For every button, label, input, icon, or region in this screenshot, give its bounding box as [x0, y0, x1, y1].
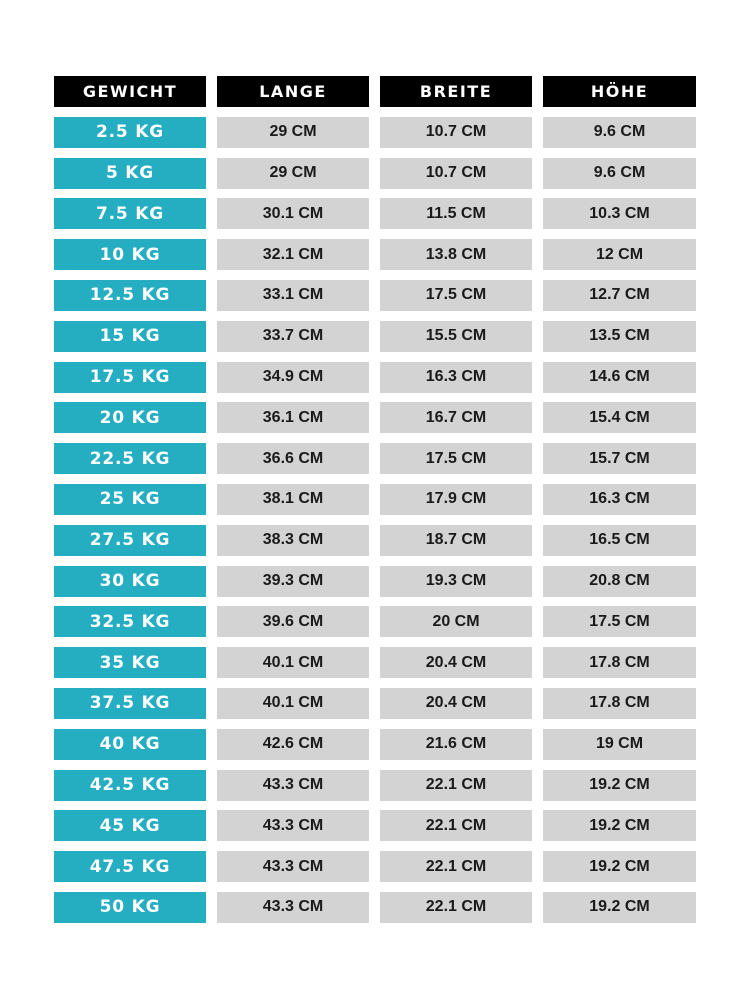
- table-row: [54, 280, 696, 311]
- length-cell: 43.3 CM: [217, 892, 369, 923]
- table-row: [54, 321, 696, 352]
- length-cell: 33.1 CM: [217, 280, 369, 311]
- length-cell: 43.3 CM: [217, 851, 369, 882]
- header-gewicht: GEWICHT: [54, 76, 206, 107]
- length-cell: 33.7 CM: [217, 321, 369, 352]
- width-cell: 22.1 CM: [380, 770, 532, 801]
- width-cell: 13.8 CM: [380, 239, 532, 270]
- width-cell: 17.5 CM: [380, 443, 532, 474]
- table-row: [54, 688, 696, 719]
- table-row: [54, 525, 696, 556]
- weight-cell: 30 KG: [54, 566, 206, 597]
- height-cell: 19.2 CM: [543, 851, 696, 882]
- width-cell: 22.1 CM: [380, 892, 532, 923]
- table-row: [54, 158, 696, 189]
- height-cell: 12.7 CM: [543, 280, 696, 311]
- height-cell: 15.4 CM: [543, 402, 696, 433]
- weight-cell: 17.5 KG: [54, 362, 206, 393]
- table-row: [54, 198, 696, 229]
- height-cell: 19.2 CM: [543, 892, 696, 923]
- width-cell: 19.3 CM: [380, 566, 532, 597]
- table-row: [54, 239, 696, 270]
- width-cell: 18.7 CM: [380, 525, 532, 556]
- height-cell: 14.6 CM: [543, 362, 696, 393]
- height-cell: 9.6 CM: [543, 158, 696, 189]
- weight-cell: 25 KG: [54, 484, 206, 515]
- height-cell: 12 CM: [543, 239, 696, 270]
- header-row: [54, 76, 696, 107]
- width-cell: 10.7 CM: [380, 117, 532, 148]
- width-cell: 17.5 CM: [380, 280, 532, 311]
- height-cell: 17.8 CM: [543, 688, 696, 719]
- width-cell: 21.6 CM: [380, 729, 532, 760]
- length-cell: 42.6 CM: [217, 729, 369, 760]
- width-cell: 22.1 CM: [380, 851, 532, 882]
- height-cell: 15.7 CM: [543, 443, 696, 474]
- weight-cell: 37.5 KG: [54, 688, 206, 719]
- weight-cell: 47.5 KG: [54, 851, 206, 882]
- weight-cell: 40 KG: [54, 729, 206, 760]
- table-row: [54, 402, 696, 433]
- weight-cell: 15 KG: [54, 321, 206, 352]
- width-cell: 16.7 CM: [380, 402, 532, 433]
- length-cell: 32.1 CM: [217, 239, 369, 270]
- table-row: [54, 362, 696, 393]
- weight-cell: 5 KG: [54, 158, 206, 189]
- header-hoehe: HÖHE: [543, 76, 696, 107]
- length-cell: 38.3 CM: [217, 525, 369, 556]
- weight-cell: 50 KG: [54, 892, 206, 923]
- height-cell: 13.5 CM: [543, 321, 696, 352]
- height-cell: 19.2 CM: [543, 770, 696, 801]
- width-cell: 10.7 CM: [380, 158, 532, 189]
- table-row: [54, 729, 696, 760]
- weight-cell: 10 KG: [54, 239, 206, 270]
- height-cell: 16.3 CM: [543, 484, 696, 515]
- weight-cell: 42.5 KG: [54, 770, 206, 801]
- length-cell: 40.1 CM: [217, 647, 369, 678]
- weight-cell: 27.5 KG: [54, 525, 206, 556]
- length-cell: 36.6 CM: [217, 443, 369, 474]
- weight-cell: 2.5 KG: [54, 117, 206, 148]
- width-cell: 15.5 CM: [380, 321, 532, 352]
- weight-cell: 35 KG: [54, 647, 206, 678]
- weight-cell: 20 KG: [54, 402, 206, 433]
- width-cell: 17.9 CM: [380, 484, 532, 515]
- width-cell: 20.4 CM: [380, 688, 532, 719]
- table-row: [54, 851, 696, 882]
- table-row: [54, 892, 696, 923]
- height-cell: 17.5 CM: [543, 606, 696, 637]
- height-cell: 9.6 CM: [543, 117, 696, 148]
- length-cell: 34.9 CM: [217, 362, 369, 393]
- height-cell: 10.3 CM: [543, 198, 696, 229]
- length-cell: 30.1 CM: [217, 198, 369, 229]
- header-lange: LANGE: [217, 76, 369, 107]
- length-cell: 40.1 CM: [217, 688, 369, 719]
- length-cell: 38.1 CM: [217, 484, 369, 515]
- header-breite: BREITE: [380, 76, 532, 107]
- table-row: [54, 484, 696, 515]
- width-cell: 11.5 CM: [380, 198, 532, 229]
- height-cell: 17.8 CM: [543, 647, 696, 678]
- width-cell: 20 CM: [380, 606, 532, 637]
- length-cell: 36.1 CM: [217, 402, 369, 433]
- table-row: [54, 810, 696, 841]
- length-cell: 29 CM: [217, 117, 369, 148]
- weight-cell: 32.5 KG: [54, 606, 206, 637]
- table-row: [54, 770, 696, 801]
- table-body: [54, 117, 696, 923]
- length-cell: 43.3 CM: [217, 810, 369, 841]
- width-cell: 16.3 CM: [380, 362, 532, 393]
- table-row: [54, 606, 696, 637]
- height-cell: 19.2 CM: [543, 810, 696, 841]
- weight-cell: 12.5 KG: [54, 280, 206, 311]
- length-cell: 39.6 CM: [217, 606, 369, 637]
- length-cell: 43.3 CM: [217, 770, 369, 801]
- height-cell: 16.5 CM: [543, 525, 696, 556]
- table-row: [54, 117, 696, 148]
- size-table: [54, 76, 696, 933]
- height-cell: 19 CM: [543, 729, 696, 760]
- width-cell: 20.4 CM: [380, 647, 532, 678]
- table-row: [54, 647, 696, 678]
- length-cell: 29 CM: [217, 158, 369, 189]
- height-cell: 20.8 CM: [543, 566, 696, 597]
- weight-cell: 7.5 KG: [54, 198, 206, 229]
- table-row: [54, 443, 696, 474]
- weight-cell: 22.5 KG: [54, 443, 206, 474]
- weight-cell: 45 KG: [54, 810, 206, 841]
- length-cell: 39.3 CM: [217, 566, 369, 597]
- width-cell: 22.1 CM: [380, 810, 532, 841]
- table-row: [54, 566, 696, 597]
